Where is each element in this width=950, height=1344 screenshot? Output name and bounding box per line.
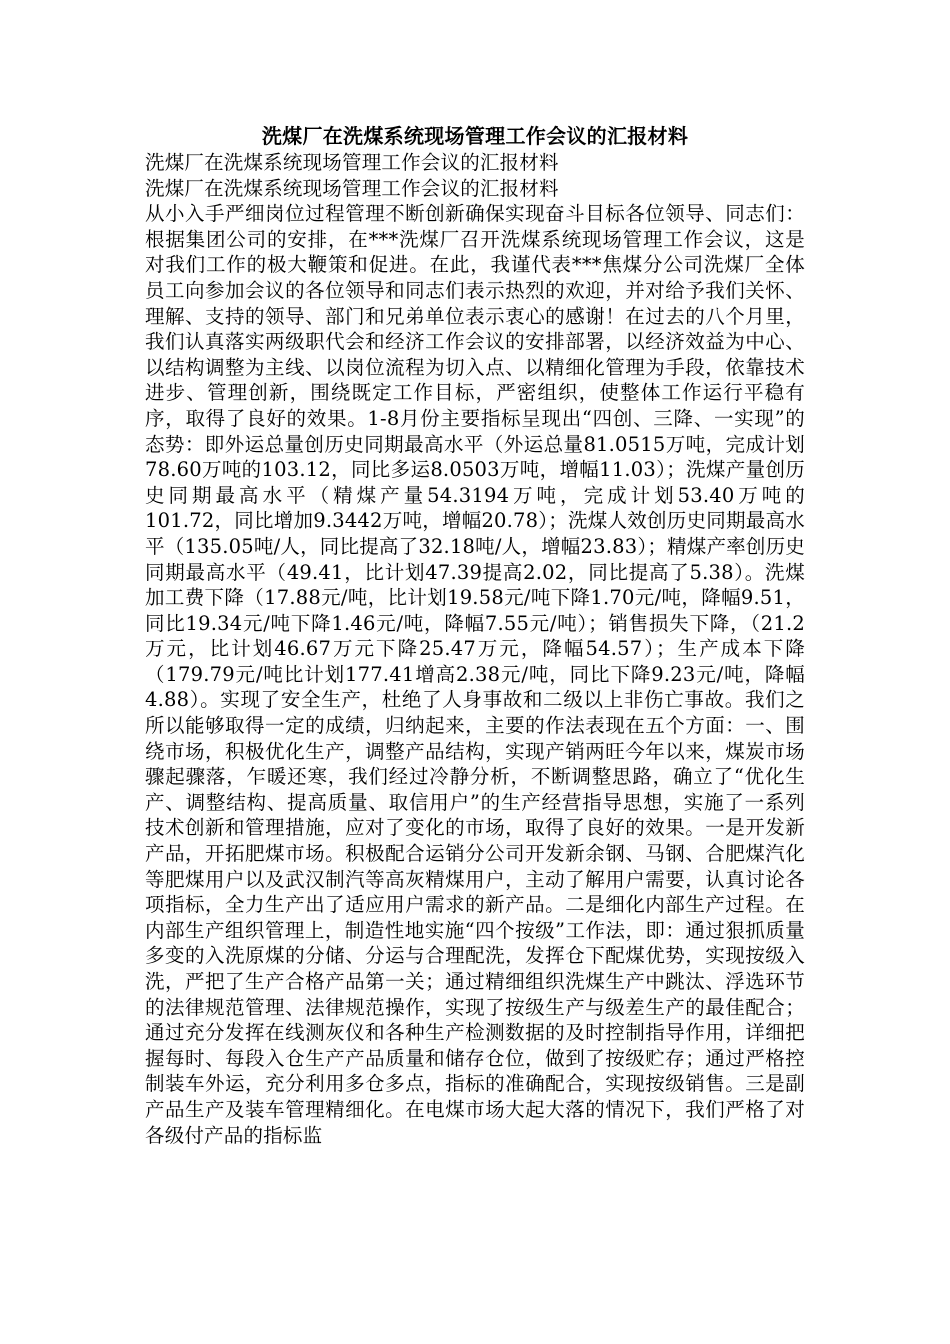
document-page xyxy=(145,122,805,1148)
document-subtitle: 洗煤厂在洗煤系统现场管理工作会议的汇报材料 xyxy=(145,151,559,174)
document-title: 洗煤厂在洗煤系统现场管理工作会议的汇报材料 xyxy=(261,124,689,148)
document-subtitle: 洗煤厂在洗煤系统现场管理工作会议的汇报材料 xyxy=(145,176,559,200)
document-body-paragraph: 从小入手严细岗位过程管理不断创新确保实现奋斗目标各位领导、同志们：根据集团公司的安排，在***洗煤厂召开洗煤系统现场管理工作会议，这是对我们工作的极大鞭策和促进。在此，我谨代表***焦煤分公司洗煤厂全体员工向参加会议的各位领导和同志们表示热烈的欢迎，并对给予我们关怀、理解、支持的领导、部门和兄弟单位表示衷心的感谢！在过去的八个月里，我们认真落实两级职代会和经济工作会议的安排部署，以经济效益为中心、以结构调整为主线、以岗位流程为切入点、以精细化管理为手段，依靠技术进步、管理创新，围绕既定工作目标，严密组织，使整体工作运行平稳有序，取得了良好的效果。1-8月份主要指标呈现出“四创、三降、一实现”的态势：即外运总量创历史同期最高水平（外运总量81.0515万吨，完成计划78.60万吨的103.12，同比多运8.0503万吨，增幅11.03）；洗煤产量创历史同期最高水平（精煤产量54.3194万吨，完成计划53.40万吨的101.72，同比增加9.3442万吨，增幅20.78）；洗煤人效创历史同期最高水平（135.05吨/人，同比提高了32.18吨/人，增幅23.83）；精煤产率创历史同期最高水平（49.41，比计划47.39提高2.02，同比提高了5.38）。洗煤加工费下降（17.88元/吨，比计划19.58元/吨下降1.70元/吨，降幅9.51，同比19.34元/吨下降1.46元/吨，降幅7.55元/吨）；销售损失下降，（21.2万元，比计划46.67万元下降25.47万元，降幅54.57）；生产成本下降（179.79元/吨比计划177.41增高2.38元/吨，同比下降9.23元/吨，降幅4.88）。实现了安全生产，杜绝了人身事故和二级以上非伤亡事故。我们之所以能够取得一定的成绩，归纳起来，主要的作法表现在五个方面：一、围绕市场，积极优化生产，调整产品结构，实现产销两旺今年以来，煤炭市场骤起骤落，乍暖还寒，我们经过冷静分析，不断调整思路，确立了“优化生产、调整结构、提高质量、取信用户”的生产经营指导思想，实施了一系列技术创新和管理措施，应对了变化的市场，取得了良好的效果。一是开发新产品，开拓肥煤市场。积极配合运销分公司开发新余钢、马钢、合肥煤汽化等肥煤用户以及武汉制汽等高灰精煤用户，主动了解用户需要，认真讨论各项指标，全力生产出了适应用户需求的新产品。二是细化内部生产过程。在内部生产组织管理上，制造性地实施“四个按级”工作法，即：通过狠抓质量多变的入洗原煤的分储、分运与合理配洗，发挥仓下配煤优势，实现按级入洗，严把了生产合格产品第一关；通过精细组织洗煤生产中跳汰、浮选环节的法律规范管理、法律规范操作，实现了按级生产与级差生产的最佳配合；通过充分发挥在线测灰仪和各种生产检测数据的及时控制指导作用，详细把握每时、每段入仓生产产品质量和储存仓位，做到了按级贮存；通过严格控制装车外运，充分利用多仓多点，指标的准确配合，实现按级销售。三是副产品生产及装车管理精细化。在电煤市场大起大落的情况下，我们严格了对各级付产品的指标监 xyxy=(145,202,805,1147)
